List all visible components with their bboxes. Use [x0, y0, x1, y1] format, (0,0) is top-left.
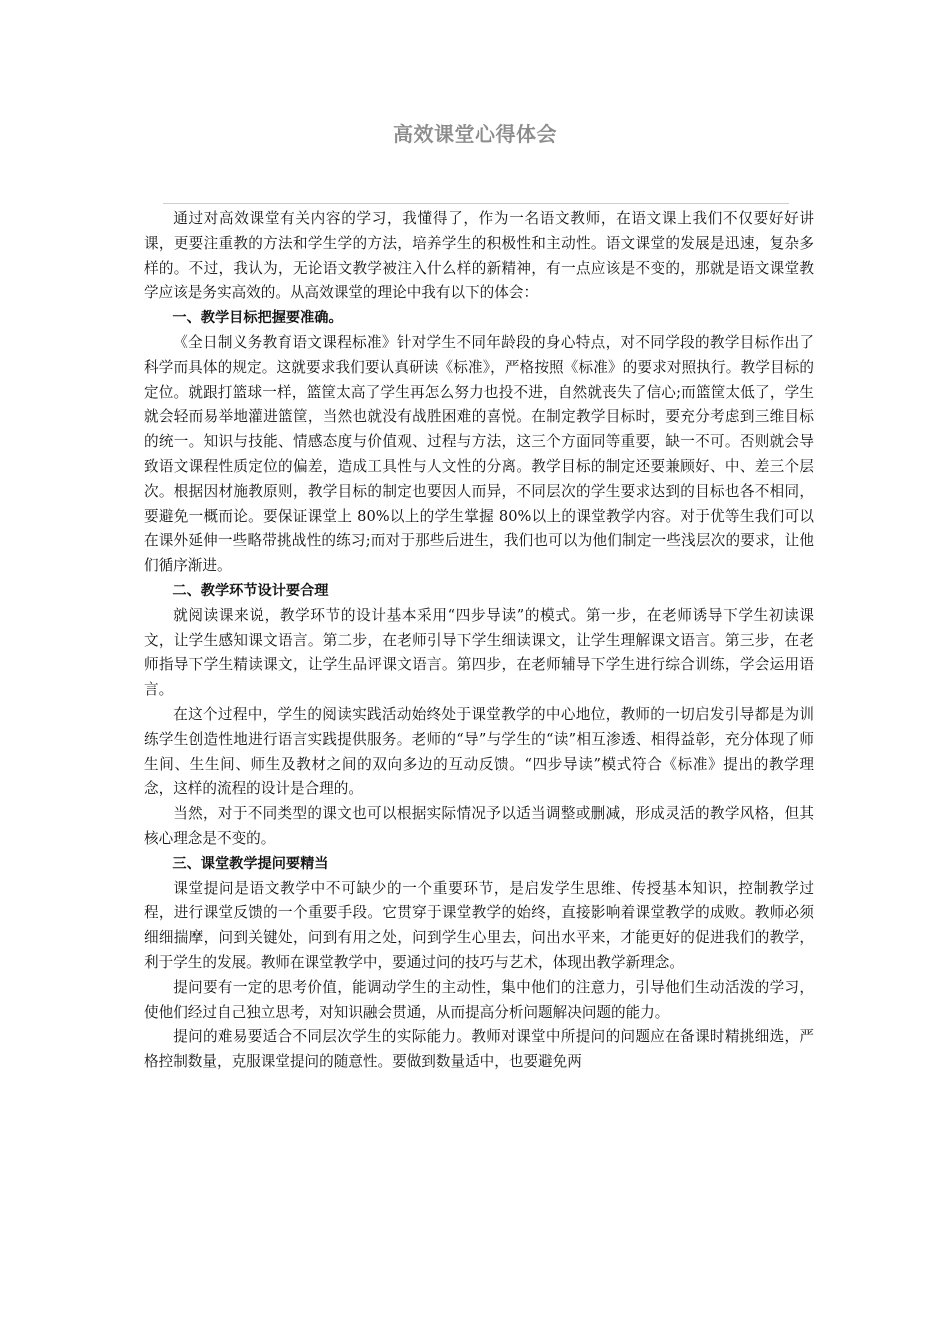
paragraph: 在这个过程中，学生的阅读实践活动始终处于课堂教学的中心地位，教师的一切启发引导都是为训练学生创造性地进行语言实践提供服务。老师的“导”与学生的“读”相互渗透、相得益彰，充分体现了师生间、生生间、师生及教材之间的双向多边的互动反馈。“四步导读”模式符合《标准》提出的教学理念，这样的流程的设计是合理的。: [144, 705, 814, 798]
paragraph: 提问的难易要适合不同层次学生的实际能力。教师对课堂中所提问的问题应在备课时精挑细选，严格控制数量，克服课堂提问的随意性。要做到数量适中，也要避免两: [144, 1028, 814, 1071]
paragraph: 提问要有一定的思考价值，能调动学生的主动性，集中他们的注意力，引导他们生动活泼的学习，使他们经过自己独立思考，对知识融会贯通，从而提高分析问题解决问题的能力。: [144, 978, 814, 1021]
section-heading-3: 三、课堂教学提问要精当: [172, 855, 329, 872]
paragraph: 就阅读课来说，教学环节的设计基本采用“四步导读”的模式。第一步，在老师诱导下学生初读课文，让学生感知课文语言。第二步，在老师引导下学生细读课文，让学生理解课文语言。第三步，在老师指导下学生精读课文，让学生品评课文语言。第四步，在老师辅导下学生进行综合训练，学会运用语言。: [144, 606, 814, 699]
paragraph: 课堂提问是语文教学中不可缺少的一个重要环节，是启发学生思维、传授基本知识，控制教学过程，进行课堂反馈的一个重要手段。它贯穿于课堂教学的始终，直接影响着课堂教学的成败。教师必须细细揣摩，问到关键处，问到有用之处，问到学生心里去，问出水平来，才能更好的促进我们的教学，利于学生的发展。教师在课堂教学中，要通过问的技巧与艺术，体现出教学新理念。: [144, 879, 814, 971]
paragraph: 当然，对于不同类型的课文也可以根据实际情况予以适当调整或删减，形成灵活的教学风格，但其核心理念是不变的。: [144, 805, 814, 847]
paragraph-intro: 通过对高效课堂有关内容的学习，我懂得了，作为一名语文教师，在语文课上我们不仅要好好讲课，更要注重教的方法和学生学的方法，培养学生的积极性和主动性。语文课堂的发展是迅速，复杂多样的。不过，我认为，无论语文教学被注入什么样的新精神，有一点应该是不变的，那就是语文课堂教学应该是务实高效的。从高效课堂的理论中我有以下的体会：: [144, 210, 814, 302]
title-divider: [163, 203, 789, 204]
section-heading-2: 二、教学环节设计要合理: [172, 582, 329, 599]
document-body: [144, 207, 814, 1075]
paragraph: 《全日制义务教育语文课程标准》针对学生不同年龄段的身心特点，对不同学段的教学目标作出了科学而具体的规定。这就要求我们要认真研读《标准》，严格按照《标准》的要求对照执行。教学目标的定位。就跟打篮球一样，篮筐太高了学生再怎么努力也投不进，自然就丧失了信心;而篮筐太低了，学生就会轻而易举地灌进篮筐，当然也就没有战胜困难的喜悦。在制定教学目标时，要充分考虑到三维目标的统一。知识与技能、情感态度与价值观、过程与方法，这三个方面同等重要，缺一不可。否则就会导致语文课程性质定位的偏差，造成工具性与人文性的分离。教学目标的制定还要兼顾好、中、差三个层次。根据因材施教原则，教学目标的制定也要因人而异，不同层次的学生要求达到的目标也各不相同，要避免一概而论。要保证课堂上 80%以上的学生掌握 80%以上的课堂教学内容。对于优等生我们可以在课外延伸一些略带挑战性的练习;而对于那些后进生，我们也可以为他们制定一些浅层次的要求，让他们循序渐进。: [144, 333, 814, 575]
section-heading-1: 一、教学目标把握要准确。: [172, 310, 343, 327]
document-title: 高效课堂心得体会: [393, 122, 557, 146]
